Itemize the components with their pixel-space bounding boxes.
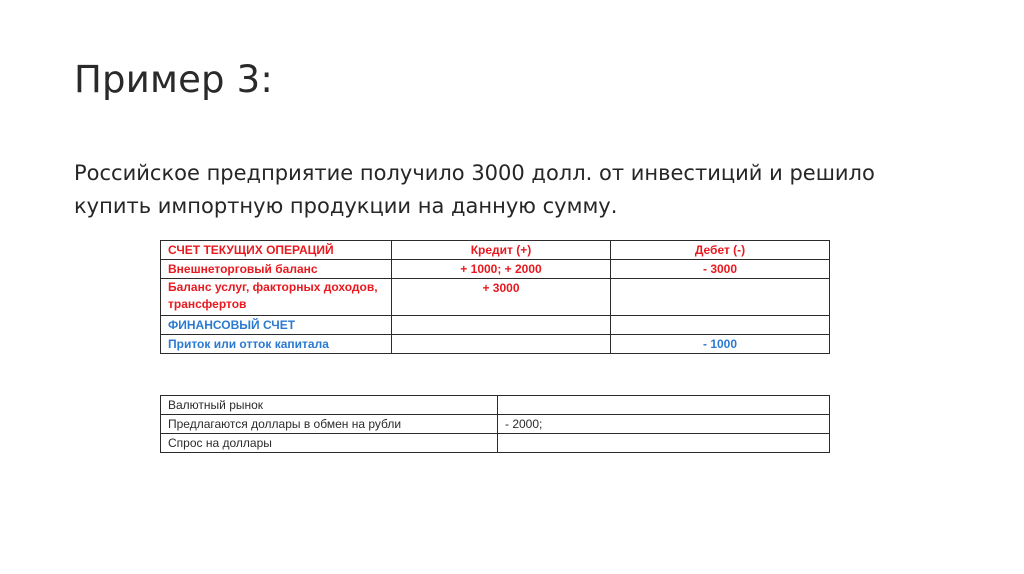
table-header-row	[161, 241, 830, 260]
debit-cell: - 3000	[611, 260, 830, 279]
table-row	[161, 316, 830, 335]
row-label: Предлагаются доллары в обмен на рубли	[161, 415, 498, 434]
row-label: Спрос на доллары	[161, 434, 498, 453]
credit-cell: + 1000; + 2000	[392, 260, 611, 279]
debit-cell	[611, 316, 830, 335]
table-row	[161, 396, 830, 415]
slide-body-text: Российское предприятие получило 3000 долл. от инвестиций и решило купить импортную продукции на данную сумму.	[74, 161, 875, 218]
credit-cell	[392, 316, 611, 335]
credit-cell: + 3000	[392, 279, 611, 316]
value-cell: - 2000;	[498, 415, 830, 434]
table-row	[161, 335, 830, 354]
credit-header: Кредит (+)	[392, 241, 611, 260]
slide-title: Пример 3:	[74, 58, 274, 101]
row-label: Приток или отток капитала	[161, 335, 392, 354]
balance-of-payments-table	[160, 240, 830, 354]
value-cell	[498, 434, 830, 453]
row-label: Внешнеторговый баланс	[161, 260, 392, 279]
row-label: Валютный рынок	[161, 396, 498, 415]
current-account-header: СЧЕТ ТЕКУЩИХ ОПЕРАЦИЙ	[161, 241, 392, 260]
table-row	[161, 279, 830, 316]
debit-cell	[611, 279, 830, 316]
table-row	[161, 434, 830, 453]
credit-cell	[392, 335, 611, 354]
value-cell	[498, 396, 830, 415]
row-label: Баланс услуг, факторных доходов, трансфертов	[161, 279, 392, 316]
currency-market-table	[160, 395, 830, 453]
debit-cell: - 1000	[611, 335, 830, 354]
debit-header: Дебет (-)	[611, 241, 830, 260]
table-row	[161, 260, 830, 279]
financial-account-header: ФИНАНСОВЫЙ СЧЕТ	[161, 316, 392, 335]
table-row	[161, 415, 830, 434]
